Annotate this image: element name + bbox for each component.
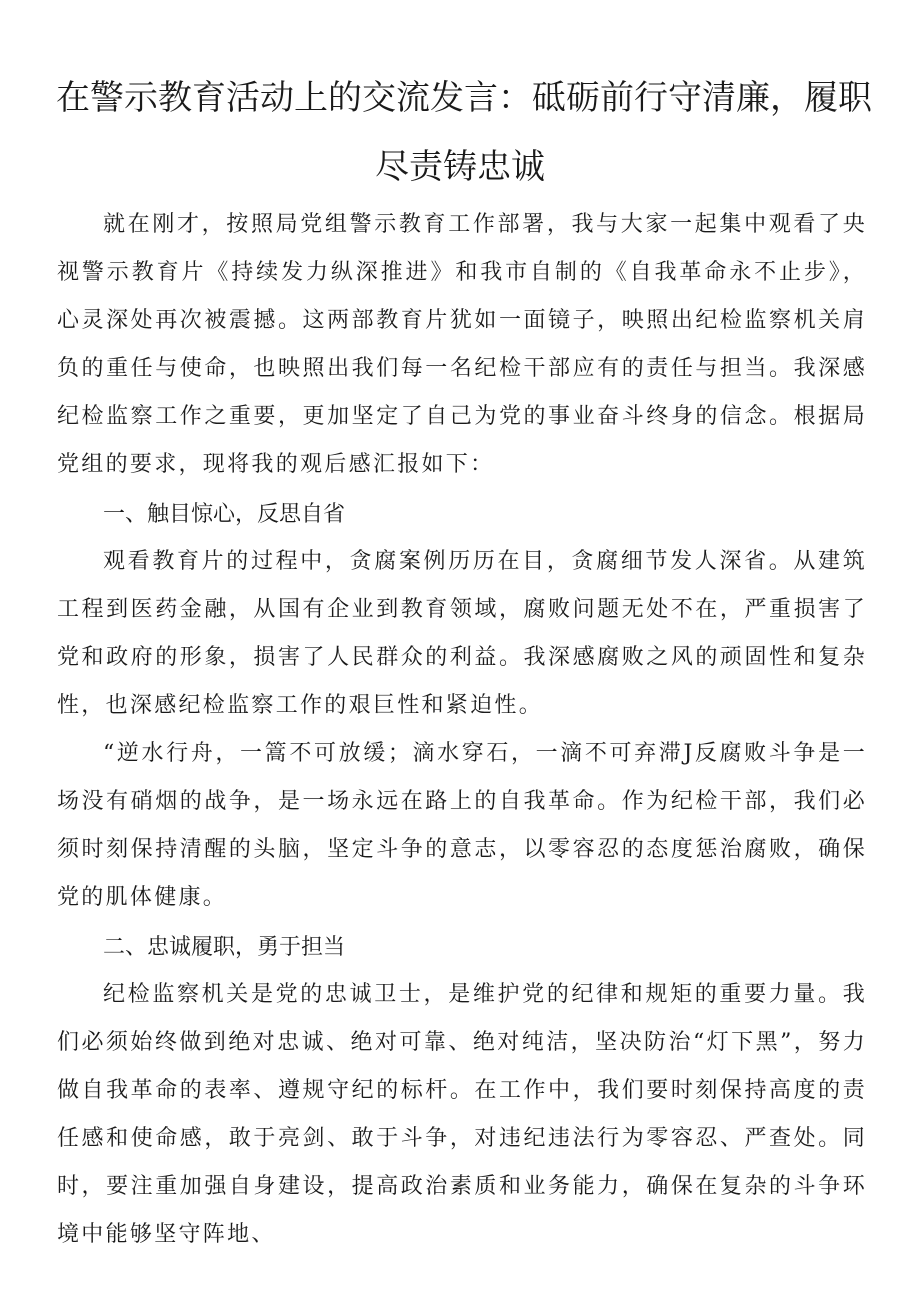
section-1-paragraph-1: 观看教育片的过程中，贪腐案例历历在目，贪腐细节发人深省。从建筑工程到医药金融，从国有企业到教育领域，腐败问题无处不在，严重损害了党和政府的形象，损害了人民群众的利益。我深感腐败之风的顽固性和复杂性，也深感纪检监察工作的艰巨性和紧迫性。	[57, 549, 867, 718]
document-title-line-2: 尽责铸忠诚	[375, 147, 545, 187]
section-2-paragraph-1: 纪检监察机关是党的忠诚卫士，是维护党的纪律和规矩的重要力量。我们必须始终做到绝对忠诚、绝对可靠、绝对纯洁，坚决防治“灯下黑”，努力做自我革命的表率、遵规守纪的标杆。在工作中，我们要时刻保持高度的责任感和使命感，敢于亮剑、敢于斗争，对违纪违法行为零容忍、严查处。同时，要注重加强自身建设，提高政治素质和业务能力，确保在复杂的斗争环境中能够坚守阵地、	[57, 982, 867, 1247]
section-1-paragraph-2: “逆水行舟，一篙不可放缓；滴水穿石，一滴不可弃滞J反腐败斗争是一场没有硝烟的战争，是一场永远在路上的自我革命。作为纪检干部，我们必须时刻保持清醒的头脑，坚定斗争的意志，以零容忍的态度惩治腐败，确保党的肌体健康。	[57, 741, 867, 910]
document-title-line-1: 在警示教育活动上的交流发言：砥砺前行守清廉，履职	[56, 78, 872, 118]
intro-paragraph: 就在刚才，按照局党组警示教育工作部署，我与大家一起集中观看了央视警示教育片《持续发力纵深推进》和我市自制的《自我革命永不止步》，心灵深处再次被震撼。这两部教育片犹如一面镜子，映照出纪检监察机关肩负的重任与使命，也映照出我们每一名纪检干部应有的责任与担当。我深感纪检监察工作之重要，更加坚定了自己为党的事业奋斗终身的信念。根据局党组的要求，现将我的观后感汇报如下：	[57, 212, 867, 477]
section-heading-2: 二、忠诚履职，勇于担当	[103, 935, 346, 960]
section-heading-1: 一、触目惊心，反思自省	[103, 502, 346, 527]
